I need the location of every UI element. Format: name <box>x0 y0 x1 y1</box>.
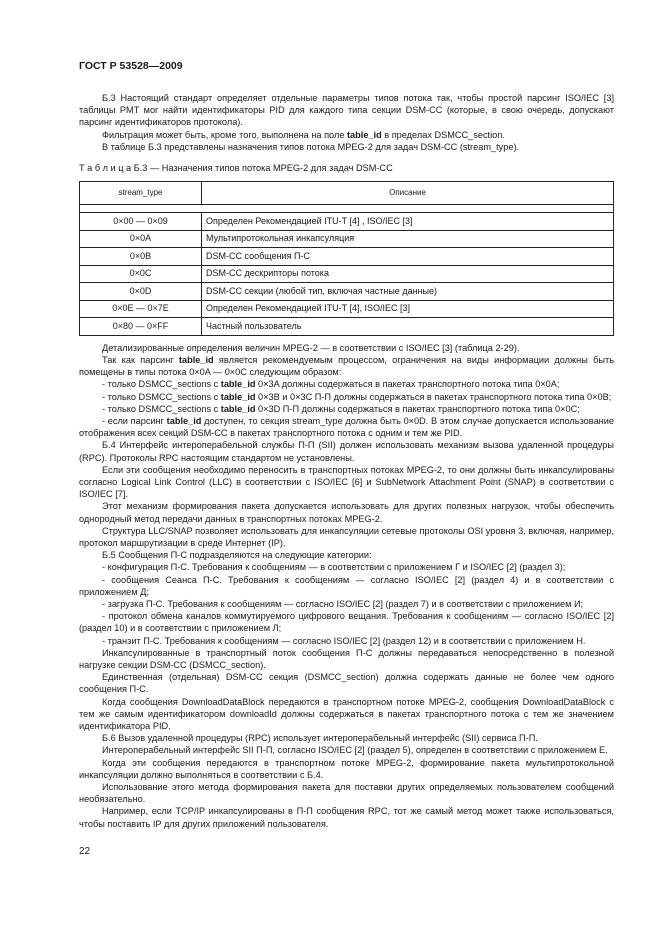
table-caption: Т а б л и ц а Б.3 — Назначения типов потока MPEG-2 для задач DSM-CC <box>79 163 393 174</box>
stream-type-cell: 0×0A <box>80 230 202 248</box>
paragraph: Если эти сообщения необходимо переносить в транспортных потоках MPEG-2, то они должны быть инкапсулированы согласно Logical Link Control (LLC) в соответствии с ISO/IEC [6] и SubNetwork Attachment Point (SNAP) в соответствии с ISO/IEC [7]. <box>79 464 614 500</box>
stream-type-cell: 0×0C <box>80 265 202 283</box>
page-number: 22 <box>79 846 91 857</box>
list-item: - транзит П-С. Требования к сообщениям — согласно ISO/IEC [2] (раздел 12) и в соответствии с приложением Н. <box>102 635 586 646</box>
page-header: ГОСТ Р 53528—2009 <box>79 60 183 72</box>
description-cell: DSM-CC секции (любой тип, включая частные данные) <box>202 283 614 301</box>
stream-type-table <box>79 181 614 336</box>
stream-type-cell: 0×0E — 0×7E <box>80 300 202 318</box>
stream-type-cell: 0×00 — 0×09 <box>80 213 202 231</box>
paragraph: Б.3 Настоящий стандарт определяет отдельные параметры типов потока так, чтобы простой парсинг ISO/IEC [3] таблицы PMT мог найти идентификаторы PID для каждого типа секции DSM-CC (которые, в свою очередь, допускают парсинг идентификаторов протокола). <box>79 93 614 128</box>
paragraph: Например, если TCP/IP инкапсулированы в П-П сообщения RPC, тот же самый метод может также использоваться, чтобы поставить IP для других приложений пользователя. <box>79 806 614 829</box>
table-row <box>80 300 614 318</box>
table-row <box>80 318 614 336</box>
description-cell: Определен Рекомендацией ITU-T [4] , ISO/IEC [3] <box>202 213 614 231</box>
table-b3 <box>79 181 614 336</box>
paragraph: Когда эти сообщения передаются в транспортном потоке MPEG-2, формирование пакета мультипротокольной инкапсуляции должно выполняться в соответствии с Б.4. <box>79 757 614 780</box>
list-item: - протокол обмена каналов коммутируемого цифрового вещания. Требования к сообщениям — согласно ISO/IEC [2] (раздел 10) и в соответствии с приложением Л; <box>79 611 614 634</box>
table-row <box>80 283 614 301</box>
stream-type-cell: 0×0D <box>80 283 202 301</box>
list-item: - загрузка П-С. Требования к сообщениям — согласно ISO/IEC [2] (раздел 7) и в соответствии с приложением И; <box>102 598 584 609</box>
table-row <box>80 213 614 231</box>
table-spacer <box>80 205 614 213</box>
description-cell: DSM-CC сообщения П-С <box>202 248 614 266</box>
stream-type-cell: 0×80 — 0×FF <box>80 318 202 336</box>
paragraph: Интероперабельный интерфейс SII П-П, согласно ISO/IEC [2] (раздел 5), определен в соответствии с приложением Е. <box>102 745 608 756</box>
paragraph: Этот механизм формирования пакета допускается использовать для других полезных нагрузок, чтобы обеспечить однородный метод передачи данных в транспортных потоках MPEG-2. <box>79 501 614 524</box>
paragraph: Детализированные определения величин MPEG-2 — в соответствии с ISO/IEC [3] (таблица 2-29). <box>102 342 520 353</box>
list-item: - конфигурация П-С. Требования к сообщениям — в соответствии с приложением Г и ISO/IEC [2] (раздел 3); <box>102 562 566 573</box>
description-cell: Определен Рекомендацией ITU-T [4], ISO/IEC [3] <box>202 300 614 318</box>
list-item: - сообщения Сеанса П-С. Требования к сообщениям — согласно ISO/IEC [2] (раздел 4) и в соответствии с приложением Д; <box>79 574 614 597</box>
paragraph: Когда сообщения DownloadDataBlock передаются в транспортном потоке MPEG-2, сообщения DownloadDataBlock с тем же самым идентификатором downloadId должны содержаться в пакетах транспортного потока с тем же значением идентификатора PID. <box>79 696 614 732</box>
page-content <box>79 92 614 830</box>
list-item: - только DSMCC_sections с table_id 0×3D П-П должны содержаться в пакетах транспортного потока типа 0×0C; <box>102 403 580 414</box>
description-cell: Мультипротокольная инкапсуляция <box>202 230 614 248</box>
paragraph: В таблице Б.3 представлены назначения типов потока MPEG-2 для задач DSM-CC (stream_type). <box>102 141 520 152</box>
table-row <box>80 230 614 248</box>
description-cell: DSM-CC дескрипторы потока <box>202 265 614 283</box>
list-item: - только DSMCC_sections с table_id 0×3A должны содержаться в пакетах транспортного потока типа 0×0A; <box>102 379 560 390</box>
paragraph: Единственная (отдельная) DSM-CC секция (DSMCC_section) должна содержать данные не более чем одного сообщения П-С. <box>79 672 614 695</box>
paragraph: Использование этого метода формирования пакета для поставки других определяемых пользователем сообщений необязательно. <box>79 782 614 805</box>
paragraph: Б.5 Сообщения П-С подразделяются на следующие категории: <box>102 550 372 561</box>
column-header-description: Описание <box>202 182 614 205</box>
column-header-stream-type: stream_type <box>80 182 202 205</box>
paragraph: Фильтрация может быть, кроме того, выполнена на поле table_id в пределах DSMCC_section. <box>102 129 505 140</box>
stream-type-cell: 0×0B <box>80 248 202 266</box>
table-row <box>80 248 614 266</box>
paragraph: Инкапсулированные в транспортный поток сообщения П-С должны передаваться непосредственно в полезной нагрузке секции DSM-CC (DSMCC_section). <box>79 647 614 670</box>
paragraph: Так как парсинг table_id является рекомендуемым процессом, ограничения на виды информации должны быть помещены в типы потока 0×0A — 0×0C следующим образом: <box>79 354 615 378</box>
table-row <box>80 265 614 283</box>
list-item: - если парсинг table_id доступен, то секция stream_type должна быть 0×0D. В этом случае допускается использование отображения всех секций DSM-CC в пакетах транспортного потока с одним и тем же PID. <box>79 415 614 439</box>
list-item: - только DSMCC_sections с table_id 0×3B и 0×3C П-П должны содержаться в пакетах транспортного потока типа 0×0B; <box>102 391 612 402</box>
table-header-row <box>80 182 614 205</box>
description-cell: Частный пользователь <box>202 318 614 336</box>
paragraph: Б.6 Вызов удаленной процедуры (RPC) использует интероперабельный интерфейс (SII) сервиса П-П. <box>102 733 538 744</box>
paragraph: Структура LLC/SNAP позволяет использовать для инкапсуляции сетевые протоколы OSI уровня 3, включая, например, протокол маршрутизации в среде Интернет (IP). <box>79 525 614 548</box>
paragraph: Б.4 Интерфейс интероперабельной службы П-П (SII) должен использовать механизм вызова удаленной процедуры (RPC). Протоколы RPC настоящим стандартом не установлены. <box>79 440 614 463</box>
